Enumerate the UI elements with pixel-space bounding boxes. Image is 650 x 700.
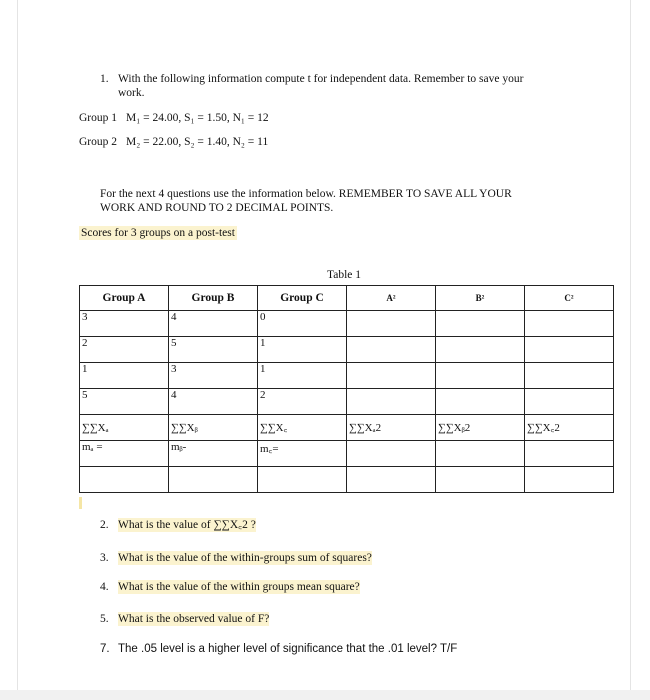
q1-text-line1: With the following information compute t for independent data. Remember to save your [118, 73, 524, 85]
page-border-right [630, 0, 631, 700]
q4-number: 4. [100, 581, 109, 593]
table-cell[interactable] [436, 441, 525, 467]
instructions-line1: For the next 4 questions use the information below. REMEMBER TO SAVE ALL YOUR [100, 188, 512, 200]
table-cell[interactable]: 2 [80, 337, 169, 363]
table-cell[interactable]: 1 [80, 363, 169, 389]
instructions-line2: WORK AND ROUND TO 2 DECIMAL POINTS. [100, 202, 334, 214]
q3-number: 3. [100, 552, 109, 564]
sum-x-b-squared[interactable]: ∑∑Xᵦ2 [436, 415, 525, 441]
sum-x-a[interactable]: ∑∑Xₐ [80, 415, 169, 441]
q5-number: 5. [100, 613, 109, 625]
sum-x-c-squared[interactable]: ∑∑X꜀2 [525, 415, 614, 441]
page-border-bottom [0, 690, 650, 700]
table-cell[interactable] [525, 363, 614, 389]
table-title: Table 1 [327, 269, 362, 281]
header-group-c: Group C [258, 286, 347, 311]
table-cell[interactable] [347, 311, 436, 337]
q1-number: 1. [100, 73, 109, 85]
table-cell[interactable]: 1 [258, 337, 347, 363]
table-cell[interactable] [436, 389, 525, 415]
table-cell[interactable]: 5 [169, 337, 258, 363]
mean-a[interactable]: mₐ = [80, 441, 169, 467]
table-cell[interactable]: 4 [169, 389, 258, 415]
sum-x-b[interactable]: ∑∑Xᵦ [169, 415, 258, 441]
q7-text: The .05 level is a higher level of significance that the .01 level? T/F [118, 643, 458, 655]
header-a-squared: A² [347, 286, 436, 311]
sum-x-a-squared[interactable]: ∑∑Xₐ2 [347, 415, 436, 441]
table-cell[interactable]: 2 [258, 389, 347, 415]
table-cell[interactable] [347, 389, 436, 415]
table-cell[interactable]: 1 [258, 363, 347, 389]
table-cell[interactable] [347, 337, 436, 363]
q7-number: 7. [100, 643, 110, 655]
q4-text: What is the value of the within groups mean square? [118, 581, 360, 593]
table-cell[interactable] [525, 337, 614, 363]
page-border-left [17, 0, 18, 700]
q5-text: What is the observed value of F? [118, 613, 270, 625]
scores-table [79, 285, 614, 493]
table-cell[interactable] [347, 363, 436, 389]
table-cell[interactable]: 0 [258, 311, 347, 337]
table-cell[interactable] [436, 311, 525, 337]
table-row [80, 311, 614, 337]
group1-label: Group 1 [79, 112, 118, 124]
header-c-squared: C² [525, 286, 614, 311]
header-group-b: Group B [169, 286, 258, 311]
scores-title: Scores for 3 groups on a post-test [81, 227, 235, 239]
table-cell[interactable] [347, 441, 436, 467]
header-group-a: Group A [80, 286, 169, 311]
table-cell[interactable] [525, 389, 614, 415]
table-cell[interactable] [436, 363, 525, 389]
table-cell[interactable] [525, 311, 614, 337]
table-row [80, 389, 614, 415]
table-row [80, 363, 614, 389]
table-cell[interactable]: 3 [169, 363, 258, 389]
table-cell[interactable] [169, 467, 258, 493]
q1-text-line2: work. [118, 87, 145, 99]
table-cell[interactable]: 5 [80, 389, 169, 415]
table-cell[interactable] [525, 467, 614, 493]
table-cell[interactable]: 4 [169, 311, 258, 337]
mean-b[interactable]: mᵦ- [169, 441, 258, 467]
q2-number: 2. [100, 519, 109, 531]
table-cell[interactable] [525, 441, 614, 467]
group2-values: M₂ = 22.00, S₂ = 1.40, N₂ = 11 [126, 136, 269, 148]
table-row-sums [80, 415, 614, 441]
table-row-means [80, 441, 614, 467]
sum-x-c[interactable]: ∑∑X꜀ [258, 415, 347, 441]
q3-text: What is the value of the within-groups sum of squares? [118, 552, 372, 564]
table-row [80, 467, 614, 493]
table-row [80, 337, 614, 363]
q2-text: What is the value of ∑∑X꜀2 ? [118, 519, 256, 531]
mean-c[interactable]: m꜀= [258, 441, 347, 467]
table-cell[interactable] [436, 337, 525, 363]
group2-label: Group 2 [79, 136, 118, 148]
table-cell[interactable] [436, 467, 525, 493]
header-b-squared: B² [436, 286, 525, 311]
highlight-marker [79, 497, 82, 509]
table-header-row [80, 286, 614, 311]
group1-values: M₁ = 24.00, S₁ = 1.50, N₁ = 12 [126, 112, 269, 124]
table-cell[interactable] [258, 467, 347, 493]
table-cell[interactable] [80, 467, 169, 493]
table-cell[interactable] [347, 467, 436, 493]
table-cell[interactable]: 3 [80, 311, 169, 337]
